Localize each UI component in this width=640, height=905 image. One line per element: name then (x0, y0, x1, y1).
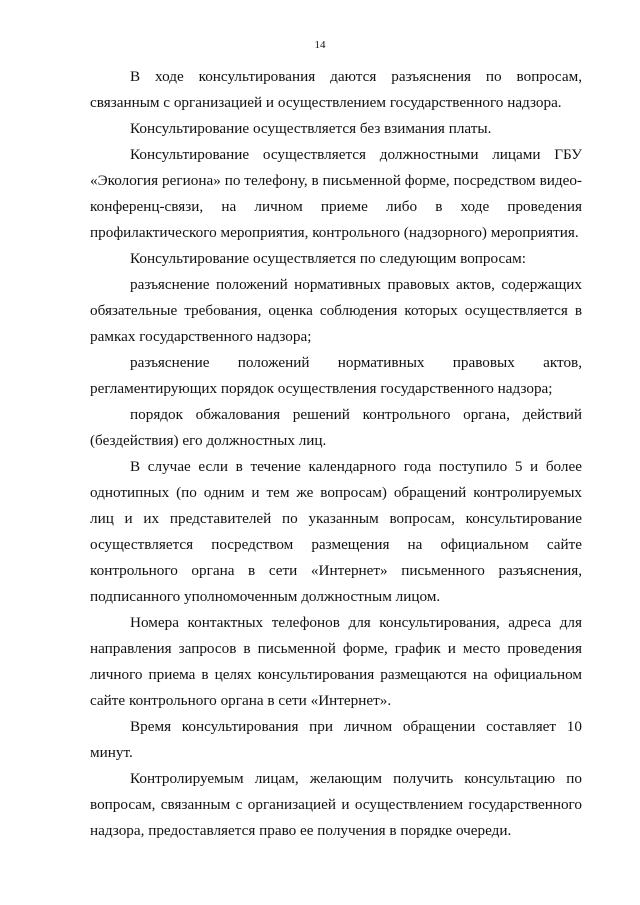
paragraph: Время консультирования при личном обращении составляет 10 минут. (90, 718, 582, 761)
paragraph: разъяснение положений нормативных правовых актов, содержащих обязательные требования, оценка соблюдения которых осуществляется в рамках государственного надзора; (90, 276, 582, 345)
paragraph: В случае если в течение календарного года поступило 5 и более однотипных (по одним и тем же вопросам) обращений контролируемых лиц и их представителей по указанным вопросам, консультирование осуществляется посредством размещения на официальном сайте контрольного органа в сети «Интернет» письменного разъяснения, подписанного уполномоченным должностным лицом. (90, 458, 582, 605)
paragraph: Номера контактных телефонов для консультирования, адреса для направления запросов в письменной форме, график и место проведения личного приема в целях консультирования размещаются на официальном сайте контрольного органа в сети «Интернет». (90, 614, 582, 709)
document-body (90, 64, 582, 844)
paragraph: порядок обжалования решений контрольного органа, действий (бездействия) его должностных лиц. (90, 406, 582, 449)
paragraph: В ходе консультирования даются разъяснения по вопросам, связанным с организацией и осуществлением государственного надзора. (90, 68, 582, 111)
paragraph: разъяснение положений нормативных правовых актов, регламентирующих порядок осуществления государственного надзора; (90, 354, 582, 397)
paragraph: Консультирование осуществляется по следующим вопросам: (130, 250, 526, 267)
paragraph: Консультирование осуществляется должностными лицами ГБУ «Экология региона» по телефону, в письменной форме, посредством видео-конференц-связи, на личном приеме либо в ходе проведения профилактического мероприятия, контрольного (надзорного) мероприятия. (90, 146, 582, 241)
page-number: 14 (314, 39, 326, 51)
paragraph: Контролируемым лицам, желающим получить консультацию по вопросам, связанным с организацией и осуществлением государственного надзора, предоставляется право ее получения в порядке очереди. (90, 770, 582, 839)
paragraph: Консультирование осуществляется без взимания платы. (130, 120, 492, 137)
